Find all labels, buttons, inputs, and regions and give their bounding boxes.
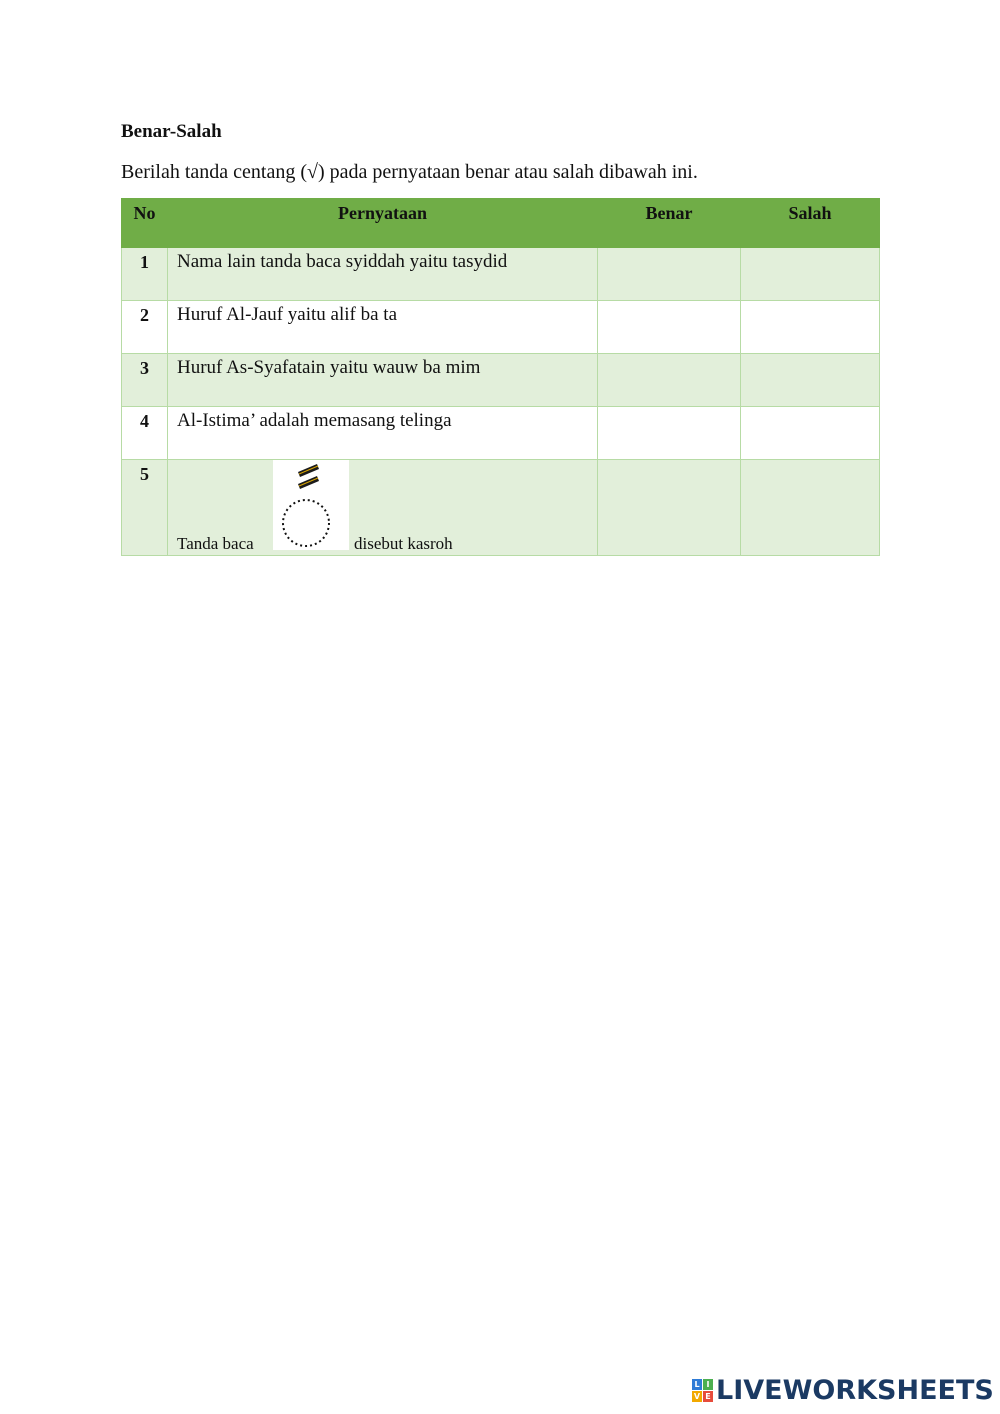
answer-true-cell[interactable] [598,354,741,407]
row-number: 3 [122,354,168,407]
header-false: Salah [741,199,880,248]
logo-letter: I [703,1379,713,1390]
logo-letter: V [693,1391,701,1401]
answer-true-cell[interactable] [598,407,741,460]
statement-text: Huruf As-Syafatain yaitu wauw ba mim [168,354,598,407]
statement-cell [168,460,598,556]
row-number: 5 [122,460,168,556]
page-heading: Benar-Salah [121,121,222,142]
brand-name: LIVEWORKSHEETS [716,1374,994,1406]
answer-true-cell[interactable] [598,301,741,354]
header-statement: Pernyataan [168,199,598,248]
row-number: 1 [122,248,168,301]
brand-logo-icon [692,1379,713,1402]
row-number: 2 [122,301,168,354]
answer-false-cell[interactable] [741,301,880,354]
liveworksheets-logo [692,1374,994,1406]
row-number: 4 [122,407,168,460]
answer-false-cell[interactable] [741,354,880,407]
instruction-text: Berilah tanda centang (√) pada pernyataan benar atau salah dibawah ini. [121,161,698,183]
statement-text: Nama lain tanda baca syiddah yaitu tasydid [168,248,598,301]
answer-true-cell[interactable] [598,460,741,556]
table-row [122,301,880,354]
header-true: Benar [598,199,741,248]
statement-text: Al-Istima’ adalah memasang telinga [168,407,598,460]
dotted-circle [283,500,329,546]
answer-false-cell[interactable] [741,460,880,556]
table-row [122,407,880,460]
table-row [122,248,880,301]
table-header-row [122,199,880,248]
true-false-table [121,198,880,556]
answer-false-cell[interactable] [741,248,880,301]
statement-text: Huruf Al-Jauf yaitu alif ba ta [168,301,598,354]
statement-text-pre: Tanda baca [177,534,254,553]
table-row [122,354,880,407]
harakat-image [273,460,349,550]
answer-false-cell[interactable] [741,407,880,460]
statement-text-post: disebut kasroh [354,534,453,553]
answer-true-cell[interactable] [598,248,741,301]
logo-letter: E [703,1391,713,1402]
header-no: No [122,199,168,248]
table-row [122,460,880,556]
logo-letter: L [692,1379,702,1390]
